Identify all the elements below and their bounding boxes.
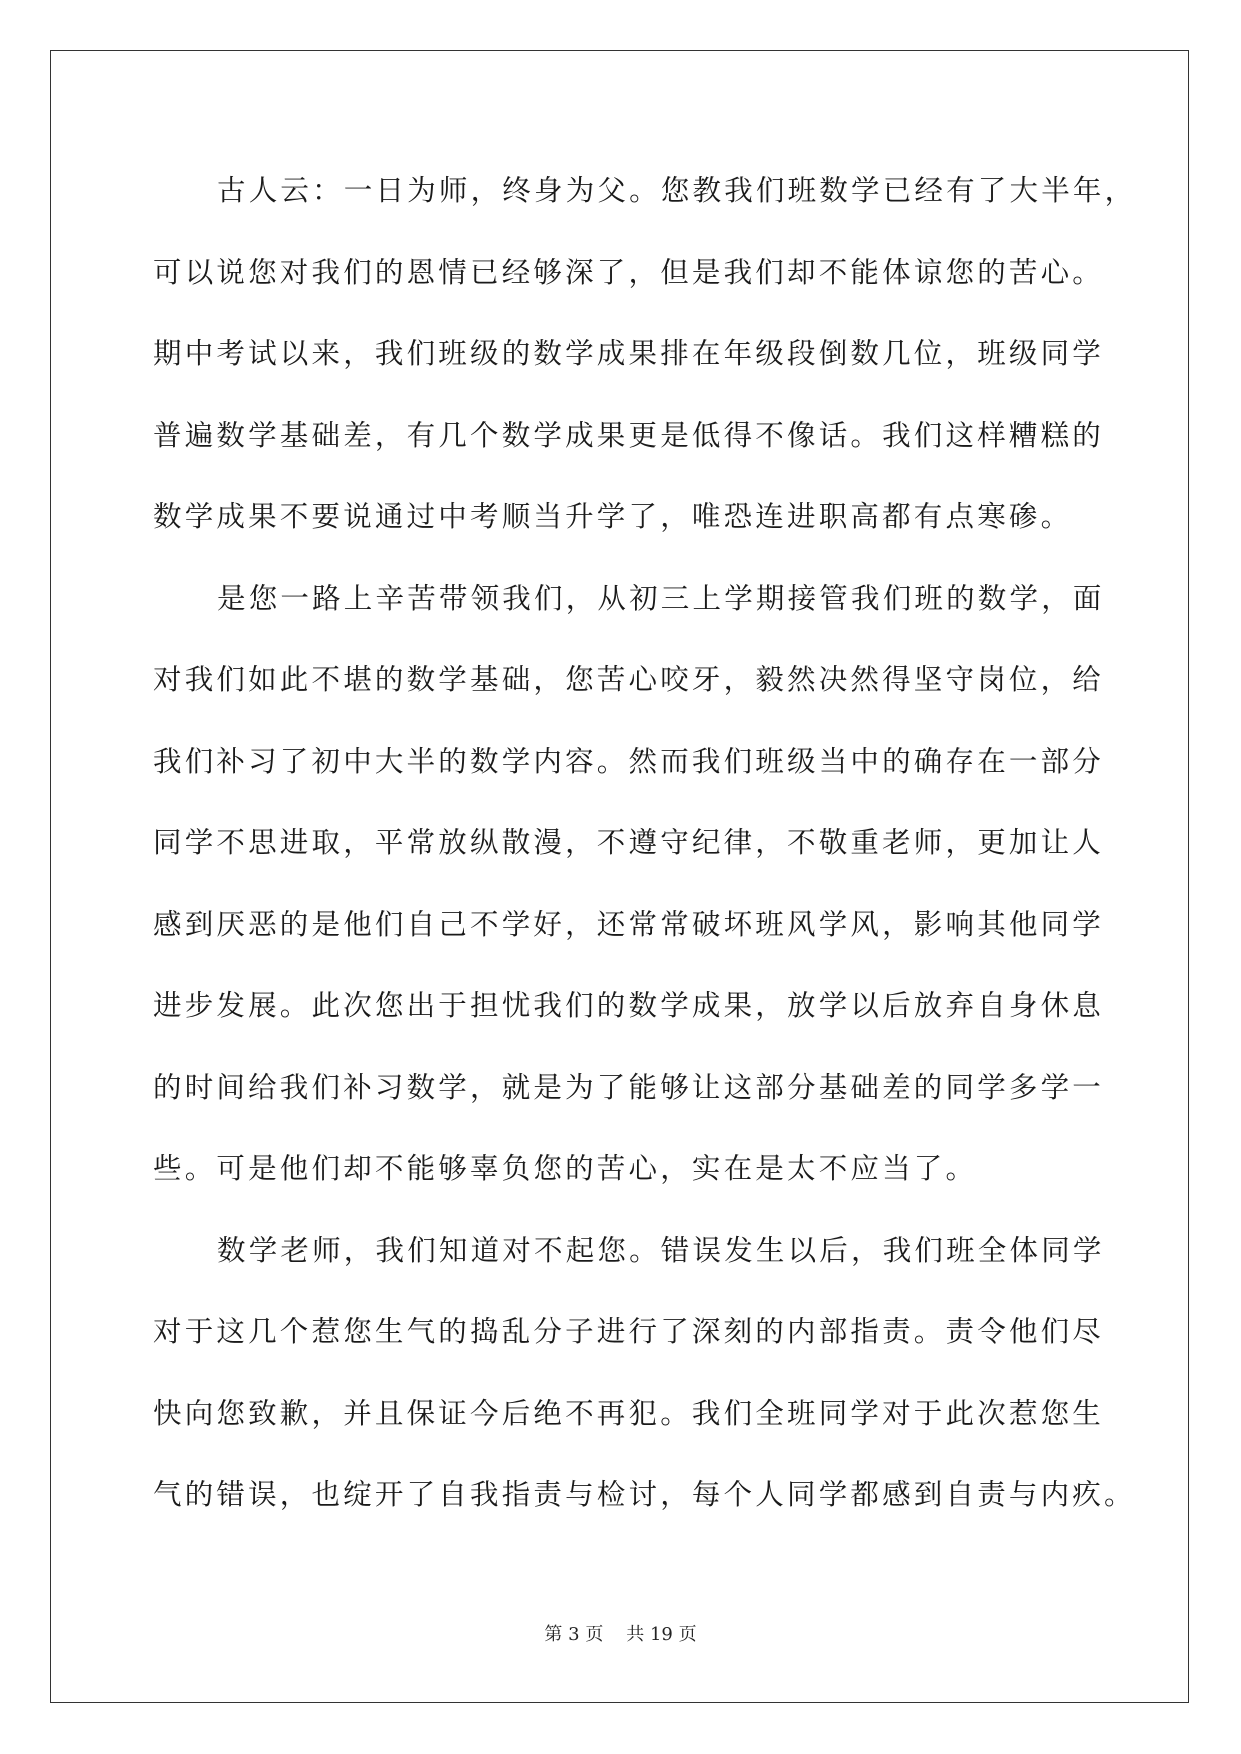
text-line: 古人云：一日为师，终身为父。您教我们班数学已经有了大半年， [217, 174, 1137, 207]
text-line: 期中考试以来，我们班级的数学成果排在年级段倒数几位，班级同学 [153, 337, 1105, 370]
text-line: 数学老师，我们知道对不起您。错误发生以后，我们班全体同学 [217, 1233, 1105, 1267]
text-line: 快向您致歉，并且保证今后绝不再犯。我们全班同学对于此次惹您生 [153, 1396, 1105, 1430]
text-line: 些。可是他们却不能够辜负您的苦心，实在是太不应当了。 [153, 1152, 978, 1185]
page-total: 共 19 页 [626, 1624, 697, 1645]
document-body [153, 163, 1137, 1549]
page-number: 第 3 页 [544, 1624, 604, 1645]
text-line: 的时间给我们补习数学，就是为了能够让这部分基础差的同学多学一 [153, 1070, 1105, 1104]
text-line: 进步发展。此次您出于担忧我们的数学成果，放学以后放弃自身休息 [153, 989, 1105, 1022]
text-line: 我们补习了初中大半的数学内容。然而我们班级当中的确存在一部分 [153, 744, 1105, 778]
page-footer [0, 1620, 1241, 1646]
text-line: 同学不思进取，平常放纵散漫，不遵守纪律，不敬重老师，更加让人 [153, 826, 1105, 859]
text-line: 可以说您对我们的恩情已经够深了，但是我们却不能体谅您的苦心。 [153, 255, 1105, 289]
text-line: 感到厌恶的是他们自己不学好，还常常破坏班风学风，影响其他同学 [153, 907, 1105, 941]
text-line: 对于这几个惹您生气的捣乱分子进行了深刻的内部指责。责令他们尽 [153, 1315, 1105, 1348]
text-line: 对我们如此不堪的数学基础，您苦心咬牙，毅然决然得坚守岗位，给 [153, 663, 1105, 696]
text-line: 气的错误，也绽开了自我指责与检讨，每个人同学都感到自责与内疚。 [153, 1478, 1136, 1511]
text-line: 是您一路上辛苦带领我们，从初三上学期接管我们班的数学，面 [217, 581, 1105, 615]
text-line: 普遍数学基础差，有几个数学成果更是低得不像话。我们这样糟糕的 [153, 418, 1105, 452]
text-line: 数学成果不要说通过中考顺当升学了，唯恐连进职高都有点寒碜。 [153, 500, 1073, 533]
